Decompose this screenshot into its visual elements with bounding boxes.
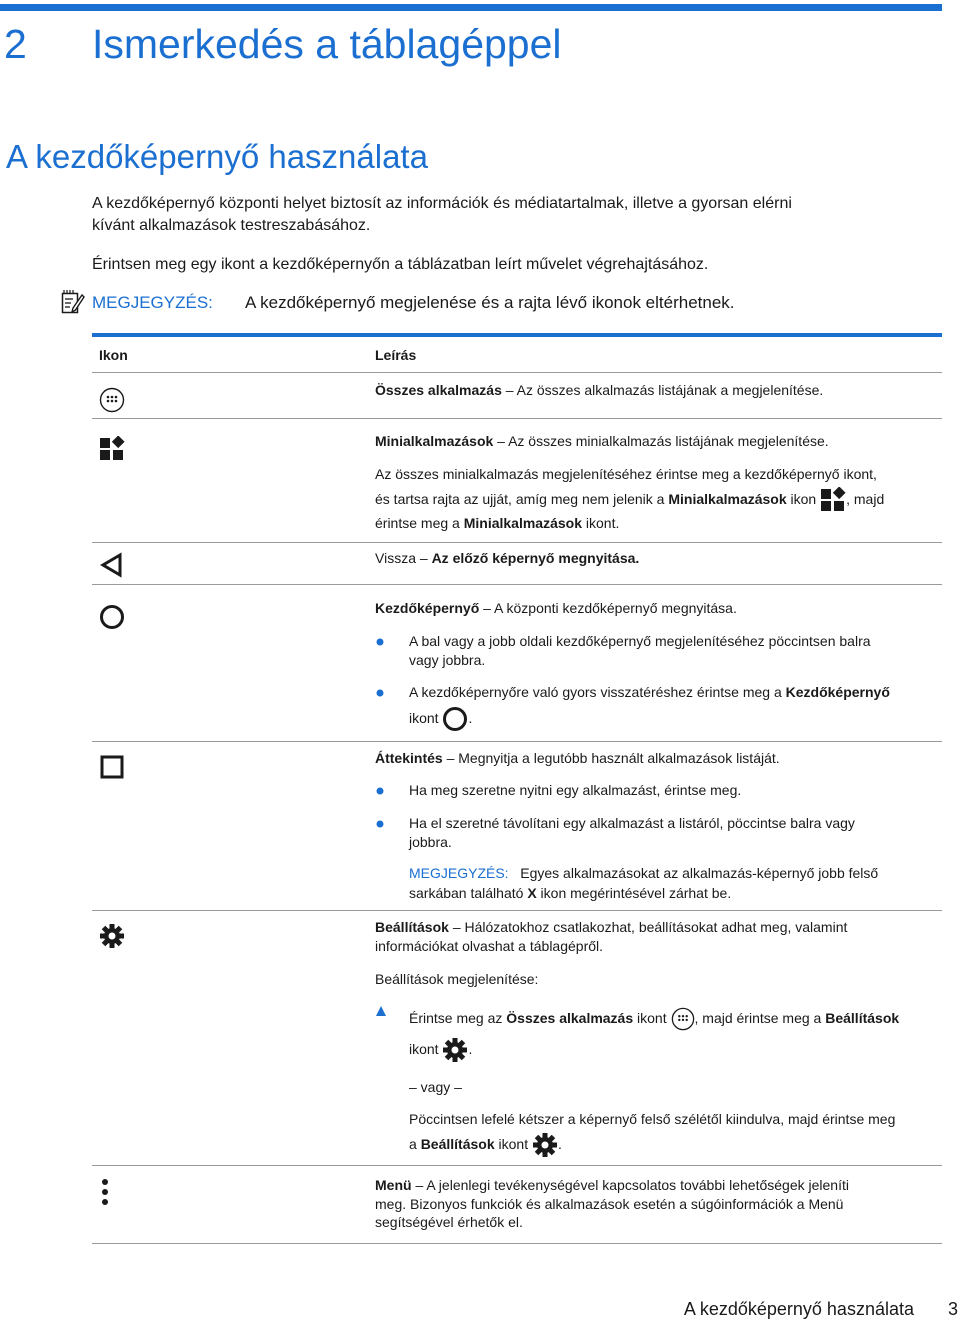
overview-note-text: ikon megérintésével zárhat be. [536,885,732,901]
menu-title: Menü [375,1177,412,1193]
home-inline-icon [442,706,468,732]
back-description [375,549,639,568]
settings-icon [99,923,125,949]
back-bold: Az előző képernyő megnyitása. [431,550,640,566]
note-label: MEGJEGYZÉS: [92,293,213,312]
section-title: A kezdőképernyő használata [6,138,428,175]
chapter-title: Ismerkedés a táblagéppel [92,21,562,67]
home-bullet-text: A kezdőképernyőre való gyors visszatéréshez érintse meg a [409,684,786,700]
home-bullet-text: . [468,710,473,726]
row-divider [92,542,942,543]
back-title: Vissza [375,550,416,566]
intro-line-2: kívánt alkalmazások testreszabásához. [92,217,371,234]
chapter-top-rule [0,4,942,11]
overview-note-line-2 [409,884,731,903]
overview-bullet-2-line-2: jobbra. [409,834,452,850]
settings-alt-line-1: Pöccintsen lefelé kétszer a képernyő felső szélétől kiindulva, majd érintse meg [409,1111,896,1127]
row-divider [92,418,942,419]
intro-line-3: Érintsen meg egy ikont a kezdőképernyőn a táblázatban leírt művelet végrehajtásához. [92,256,709,273]
settings-inline-icon [532,1132,558,1158]
home-bullet-bold: Kezdőképernyő [785,684,890,700]
menu-description-line-2: meg. Bizonyos funkciók és alkalmazások esetén a súgóinformációk a Menü [375,1196,844,1212]
row-divider [92,584,942,585]
settings-step-text: ikont [409,1041,443,1057]
overview-note-text: sarkában található [409,885,528,901]
widgets-title: Minialkalmazások [375,433,494,449]
settings-step-text: ikont [633,1010,671,1026]
widgets-inline-icon [820,487,846,513]
widgets-para-text: , majd [846,491,885,507]
overview-text: – Megnyitja a legutóbb használt alkalmazások listáját. [446,750,780,766]
widgets-para-text: ikon [786,491,821,507]
settings-step-line-1 [409,1004,899,1032]
settings-description-line-1 [375,918,847,937]
widgets-para-text: ikont. [582,515,620,531]
menu-text: – A jelenlegi tevékenységével kapcsolatos további lehetőségek jeleníti [415,1177,849,1193]
all-apps-icon [99,387,125,413]
step-arrow-icon [376,1006,386,1016]
row-divider [92,1165,942,1166]
home-title: Kezdőképernyő [375,600,480,616]
all-apps-title: Összes alkalmazás [375,382,502,398]
header-divider [92,372,942,373]
settings-or: – vagy – [409,1079,462,1095]
home-icon [99,604,125,630]
widgets-icon [99,436,125,462]
menu-description-line-1 [375,1176,849,1195]
home-description [375,599,737,618]
widgets-para-text: érintse meg a [375,515,464,531]
widgets-para-bold: Minialkalmazások [668,491,787,507]
settings-inline-icon [442,1037,468,1063]
page-number: 3 [947,1299,958,1319]
settings-alt-line-2 [409,1130,562,1158]
widgets-para-line-2 [375,486,884,513]
settings-step-line-2 [409,1035,472,1063]
all-apps-description [375,381,823,400]
home-bullet-text: ikont [409,710,443,726]
home-bullet-2-line-1 [409,683,890,702]
settings-step-text: , majd érintse meg a [694,1010,826,1026]
overview-note-text: Egyes alkalmazásokat az alkalmazás-képernyő jobb felső [520,865,879,881]
footer-title: A kezdőképernyő használata [683,1299,914,1319]
table-header-description: Leírás [375,347,417,363]
note-text: A kezdőképernyő megjelenése és a rajta lévő ikonok eltérhetnek. [245,293,735,312]
widgets-para-line-1: Az összes minialkalmazás megjelenítéséhez érintse meg a kezdőképernyő ikont, [375,466,877,482]
intro-line-1: A kezdőképernyő központi helyet biztosít az információk és médiatartalmak, illetve a gyorsan elérni [92,195,792,212]
overview-title: Áttekintés [375,750,443,766]
settings-step-bold: Összes alkalmazás [506,1010,634,1026]
table-top-rule [92,333,942,337]
overview-note-label: MEGJEGYZÉS: [409,865,509,881]
settings-description-line-2: információkat olvashat a táblagépről. [375,938,604,954]
widgets-para-text: és tartsa rajta az ujját, amíg meg nem jelenik a [375,491,669,507]
overview-icon [99,754,125,780]
menu-description-line-3: segítségével érhetők el. [375,1214,523,1230]
widgets-para-bold: Minialkalmazások [463,515,582,531]
widgets-description [375,432,829,451]
row-divider [92,910,942,911]
back-text: – [419,550,432,566]
all-apps-text: – Az összes alkalmazás listájának a megjelenítése. [505,382,824,398]
overview-note-line-1 [409,864,878,883]
overview-note-x: X [527,885,537,901]
home-text: – A központi kezdőképernyő megnyitása. [483,600,737,616]
all-apps-inline-icon [671,1007,695,1031]
note-icon [61,289,85,315]
settings-step-text: Érintse meg az [409,1010,507,1026]
menu-icon [99,1178,111,1208]
settings-show-heading: Beállítások megjelenítése: [375,971,539,987]
settings-step-text: . [468,1041,473,1057]
widgets-text: – Az összes minialkalmazás listájának megjelenítése. [497,433,829,449]
settings-alt-bold: Beállítások [420,1136,495,1152]
overview-description [375,749,780,768]
table-bottom-rule [92,1243,942,1244]
row-divider [92,741,942,742]
settings-alt-text: a [409,1136,421,1152]
overview-bullet-1: Ha meg szeretne nyitni egy alkalmazást, érintse meg. [409,782,742,798]
bullet-icon [375,637,385,647]
home-bullet-1-line-2: vagy jobbra. [409,652,486,668]
table-header-icon: Ikon [99,347,128,363]
settings-text: – Hálózatokhoz csatlakozhat, beállításokat adhat meg, valamint [452,919,848,935]
overview-bullet-2-line-1: Ha el szeretné távolítani egy alkalmazást a listáról, pöccintse balra vagy [409,815,855,831]
settings-title: Beállítások [375,919,449,935]
settings-step-bold: Beállítások [825,1010,900,1026]
widgets-para-line-3 [375,514,619,533]
settings-alt-text: ikont [494,1136,532,1152]
bullet-icon [375,688,385,698]
back-icon [99,552,125,578]
home-bullet-1-line-1: A bal vagy a jobb oldali kezdőképernyő megjelenítéséhez pöccintsen balra [409,633,871,649]
bullet-icon [375,786,385,796]
bullet-icon [375,819,385,829]
home-bullet-2-line-2 [409,704,472,732]
chapter-number: 2 [4,21,27,67]
settings-alt-text: . [557,1136,562,1152]
